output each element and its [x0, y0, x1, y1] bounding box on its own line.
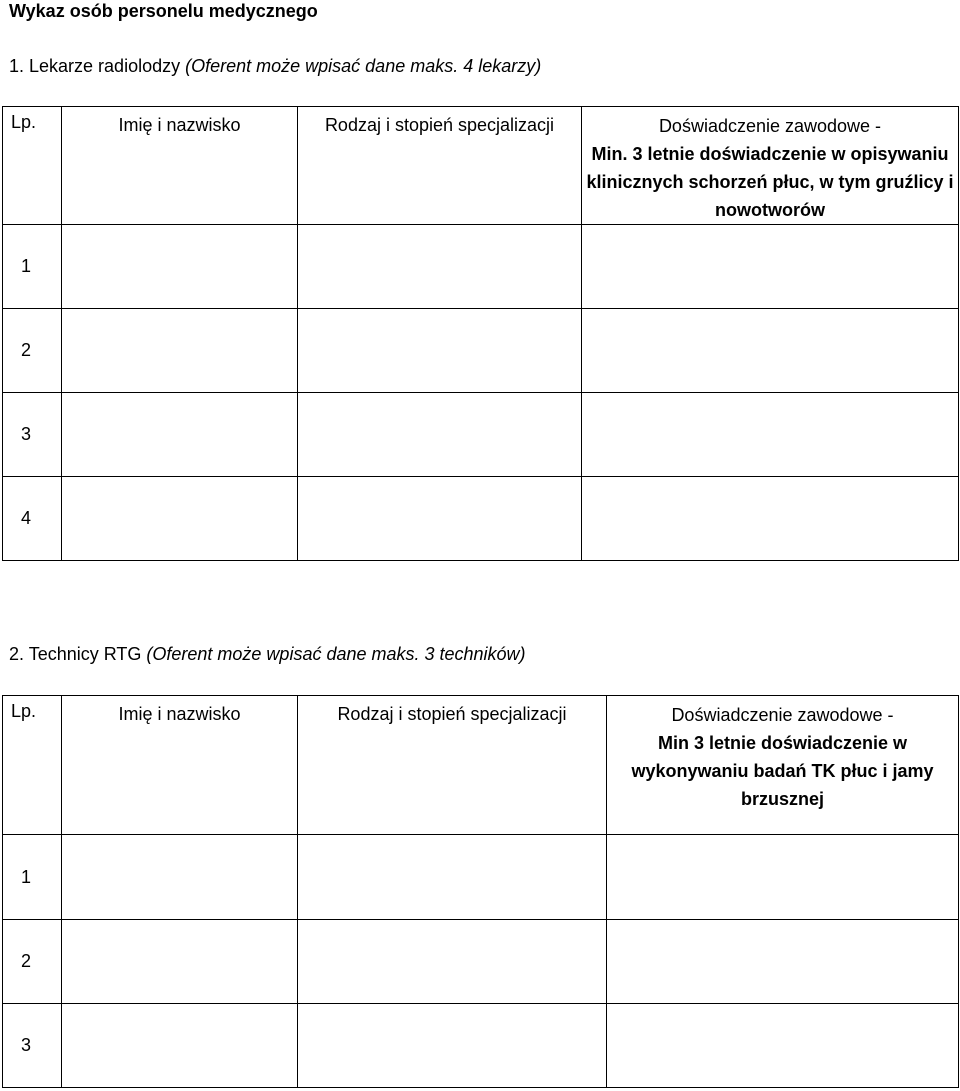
experience-cell[interactable]: [582, 309, 959, 393]
specialization-cell[interactable]: [298, 1004, 607, 1088]
experience-header-label: Doświadczenie zawodowe -: [658, 116, 882, 136]
name-cell[interactable]: [62, 835, 298, 920]
row-number: 2: [3, 309, 62, 393]
row-number: 1: [3, 225, 62, 309]
column-header-name: Imię i nazwisko: [62, 107, 298, 225]
table-row: [3, 920, 959, 1004]
experience-cell[interactable]: [607, 835, 959, 920]
specialization-cell[interactable]: [298, 225, 582, 309]
column-header-name: Imię i nazwisko: [62, 696, 298, 835]
column-header-lp: Lp.: [3, 107, 62, 225]
section-heading-main: 2. Technicy RTG: [9, 644, 147, 664]
section-heading-note: (Oferent może wpisać dane maks. 4 lekarzy): [185, 56, 542, 76]
experience-cell[interactable]: [582, 225, 959, 309]
experience-cell[interactable]: [582, 477, 959, 561]
specialization-cell[interactable]: [298, 920, 607, 1004]
row-number: 4: [3, 477, 62, 561]
section-heading-main: 1. Lekarze radiolodzy: [9, 56, 186, 76]
specialization-cell[interactable]: [298, 477, 582, 561]
section-heading-radiologists: [9, 55, 541, 77]
name-cell[interactable]: [62, 309, 298, 393]
row-number: 1: [3, 835, 62, 920]
technicians-table: [2, 695, 959, 1088]
column-header-experience: [607, 696, 959, 835]
table-row: [3, 393, 959, 477]
table-row: [3, 225, 959, 309]
table-row: [3, 309, 959, 393]
radiologists-table: [2, 106, 959, 561]
experience-cell[interactable]: [582, 393, 959, 477]
specialization-cell[interactable]: [298, 835, 607, 920]
row-number: 3: [3, 393, 62, 477]
experience-cell[interactable]: [607, 920, 959, 1004]
table-row: [3, 1004, 959, 1088]
column-header-experience: [582, 107, 959, 225]
section-heading-note: (Oferent może wpisać dane maks. 3 techników): [146, 644, 526, 664]
row-number: 3: [3, 1004, 62, 1088]
column-header-specialization: Rodzaj i stopień specjalizacji: [298, 696, 607, 835]
specialization-cell[interactable]: [298, 309, 582, 393]
row-number: 2: [3, 920, 62, 1004]
section-heading-technicians: [9, 643, 526, 665]
specialization-cell[interactable]: [298, 393, 582, 477]
experience-header-label: Doświadczenie zawodowe -: [671, 705, 894, 725]
experience-header-requirement: Min. 3 letnie doświadczenie w opisywaniu klinicznych schorzeń płuc, w tym gruźlicy i nowotworów: [586, 144, 954, 220]
column-header-lp: Lp.: [3, 696, 62, 835]
experience-header-requirement: Min 3 letnie doświadczenie w wykonywaniu badań TK płuc i jamy brzusznej: [631, 733, 934, 809]
document-title: Wykaz osób personelu medycznego: [9, 1, 318, 21]
name-cell[interactable]: [62, 225, 298, 309]
name-cell[interactable]: [62, 477, 298, 561]
table-header-row: [3, 696, 959, 835]
experience-cell[interactable]: [607, 1004, 959, 1088]
name-cell[interactable]: [62, 1004, 298, 1088]
column-header-specialization: Rodzaj i stopień specjalizacji: [298, 107, 582, 225]
name-cell[interactable]: [62, 393, 298, 477]
name-cell[interactable]: [62, 920, 298, 1004]
table-row: [3, 835, 959, 920]
table-header-row: [3, 107, 959, 225]
table-row: [3, 477, 959, 561]
